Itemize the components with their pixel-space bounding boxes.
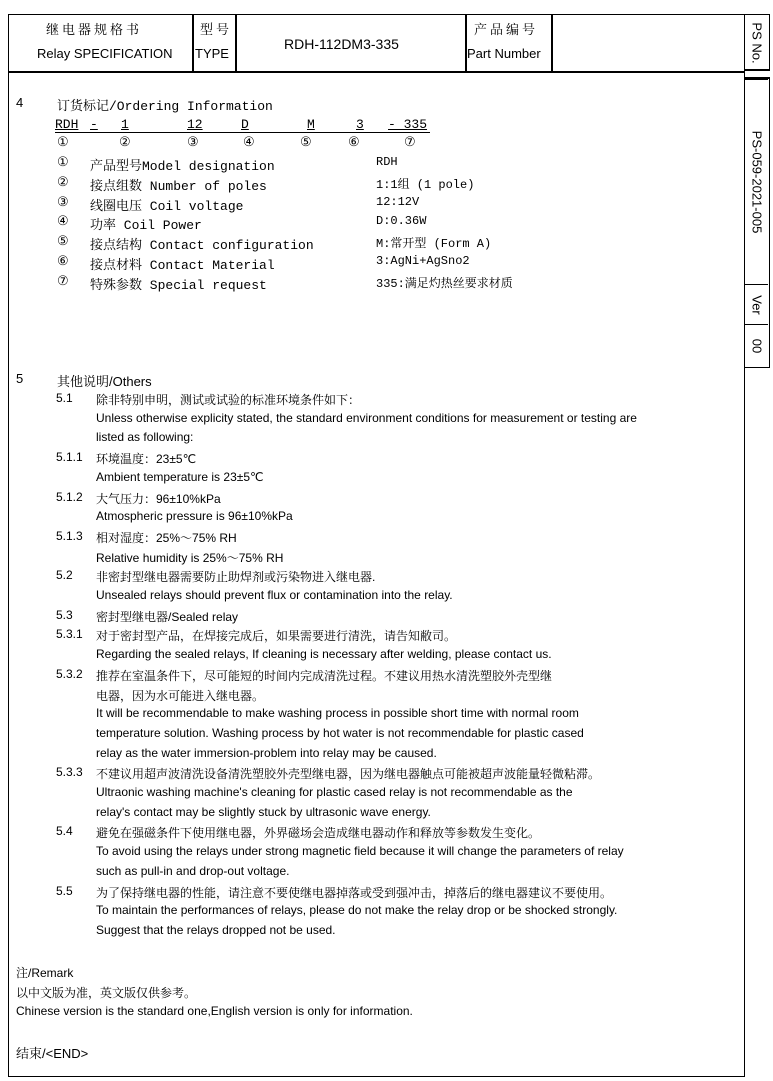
others-item-text: 为了保持继电器的性能，请注意不要使继电器掉落或受到强冲击，掉落后的继电器建议不要使用。	[96, 885, 613, 900]
others-item-text: 对于密封型产品，在焊接完成后，如果需要进行清洗，请告知敝司。	[96, 629, 457, 644]
others-item-text: It will be recommendable to make washing process in possible short time with normal room	[96, 706, 579, 721]
code-part-poles: 1	[121, 117, 129, 132]
code-part-power: D	[241, 117, 249, 132]
others-item-text: Ambient temperature is 23±5℃	[96, 469, 264, 484]
order-item-6-value: 3:AgNi+AgSno2	[376, 254, 470, 268]
order-item-2-label: 接点组数 Number of poles	[90, 179, 267, 194]
remark-heading: 注/Remark	[16, 966, 74, 980]
others-item-number: 5.3.2	[56, 666, 83, 681]
others-item-number: 5.3.3	[56, 765, 83, 780]
others-item-text: 避免在强磁条件下使用继电器，外界磁场会造成继电器动作和释放等参数发生变化。	[96, 826, 541, 841]
ver-value-cell	[745, 325, 768, 367]
ps-no-value: PS-059-2021-005	[749, 130, 764, 234]
others-item-text: Unsealed relays should prevent flux or contamination into the relay.	[96, 588, 453, 602]
others-item-text: To avoid using the relays under strong magnetic field because it will change the parameters of relay	[96, 844, 624, 859]
type-label-en: TYPE	[195, 46, 229, 61]
ps-no-label-cell	[745, 15, 768, 71]
code-underline	[55, 132, 430, 133]
code-part-rdh: RDH	[55, 117, 79, 132]
others-item-number: 5.3.1	[56, 627, 83, 642]
others-item-text: Suggest that the relays dropped not be used.	[96, 922, 336, 937]
others-item-text: 电器，因为水可能进入继电器。	[96, 688, 265, 703]
header-bottom-border	[8, 71, 745, 73]
order-item-1-label: 产品型号Model designation	[90, 159, 275, 174]
order-item-4-label: 功率 Coil Power	[90, 218, 202, 233]
code-circle-4: ④	[243, 135, 255, 150]
end-marker: 结束/<END>	[16, 1046, 89, 1061]
others-item-text: 除非特别申明，测试或试验的标准环境条件如下：	[96, 393, 361, 407]
code-circle-7: ⑦	[404, 135, 416, 150]
order-item-2-num: ②	[57, 175, 69, 190]
ver-label-cell	[745, 285, 768, 325]
section-4-number: 4	[16, 95, 24, 110]
doc-title-en: Relay SPECIFICATION	[37, 46, 173, 61]
header-divider-1	[192, 14, 194, 72]
order-item-5-label: 接点结构 Contact configuration	[90, 238, 314, 253]
order-item-4-value: D:0.36W	[376, 214, 427, 228]
others-item-text: 不建议用超声波清洗设备清洗塑胶外壳型继电器，因为继电器触点可能被超声波能量轻微粘滞。	[96, 767, 601, 782]
others-item-text: listed as following:	[96, 430, 194, 445]
others-item-text: relay's contact may be slightly stuck by ultrasonic wave energy.	[96, 804, 431, 819]
order-item-1-num: ①	[57, 155, 69, 170]
others-item-text: relay as the water immersion-problem into relay may be caused.	[96, 745, 437, 760]
others-item-text: 推荐在室温条件下，尽可能短的时间内完成清洗过程。不建议用热水清洗塑胶外壳型继	[96, 668, 553, 683]
others-item-number: 5.5	[56, 883, 73, 898]
order-item-2-value: 1:1组 (1 pole)	[376, 178, 475, 192]
header-divider-3	[465, 14, 467, 72]
others-item-text: 非密封型继电器需要防止助焊剂或污染物进入继电器.	[96, 570, 376, 585]
code-circle-3: ③	[187, 135, 199, 150]
others-item-text: such as pull-in and drop-out voltage.	[96, 863, 290, 878]
order-item-7-value: 335:满足灼热丝要求材质	[376, 277, 513, 291]
order-item-5-num: ⑤	[57, 234, 69, 249]
code-circle-6: ⑥	[348, 135, 360, 150]
order-item-6-num: ⑥	[57, 254, 69, 269]
others-item-number: 5.2	[56, 568, 73, 583]
side-gap-line-2	[745, 77, 770, 79]
order-item-6-label: 接点材料 Contact Material	[90, 258, 275, 273]
code-part-material: 3	[356, 117, 364, 132]
others-item-text: 大气压力：96±10%kPa	[96, 491, 221, 506]
part-number-label-en: Part Number	[467, 46, 541, 61]
code-circle-2: ②	[119, 135, 131, 150]
ps-no-value-cell	[745, 79, 768, 285]
others-item-number: 5.3	[56, 607, 73, 622]
remark-line-en: Chinese version is the standard one,English version is only for information.	[16, 1004, 413, 1018]
order-item-5-value: M:常开型 (Form A)	[376, 237, 492, 251]
side-gap-right-top	[769, 14, 771, 70]
others-item-text: To maintain the performances of relays, please do not make the relay drop or be shocked strongly.	[96, 903, 618, 918]
others-item-number: 5.1.2	[56, 489, 83, 504]
header-divider-2	[235, 14, 237, 72]
ver-label: Ver	[749, 294, 764, 315]
others-item-number: 5.1.1	[56, 450, 83, 465]
part-number-label-cn: 产品编号	[474, 22, 539, 37]
order-item-7-label: 特殊参数 Special request	[90, 278, 267, 293]
order-item-4-num: ④	[57, 214, 69, 229]
order-item-3-value: 12:12V	[376, 195, 420, 209]
others-item-text: Atmospheric pressure is 96±10%kPa	[96, 509, 293, 524]
ver-value: 00	[749, 338, 764, 354]
others-item-text: 密封型继电器/Sealed relay	[96, 609, 239, 624]
section-5-number: 5	[16, 371, 24, 386]
section-5-heading: 其他说明/Others	[57, 374, 152, 389]
side-gap-line-1	[745, 69, 770, 71]
others-item-text: Relative humidity is 25%～75% RH	[96, 550, 284, 565]
type-label-cn: 型号	[200, 22, 233, 37]
others-item-text: 环境温度：23±5℃	[96, 452, 197, 467]
remark-line-cn: 以中文版为准，英文版仅供参考。	[16, 986, 197, 1000]
code-part-config: M	[307, 117, 315, 132]
code-part-dash: -	[90, 117, 98, 132]
type-value: RDH-112DM3-335	[284, 36, 399, 52]
order-item-3-label: 线圈电压 Coil voltage	[90, 199, 244, 214]
side-info-strip	[745, 14, 770, 368]
order-item-3-num: ③	[57, 195, 69, 210]
others-item-number: 5.1	[56, 391, 73, 405]
others-item-text: 相对湿度：25%～75% RH	[96, 530, 237, 545]
others-item-text: Ultraonic washing machine's cleaning for plastic cased relay is not recommendable as the	[96, 785, 573, 799]
order-item-1-value: RDH	[376, 155, 398, 169]
code-circle-1: ①	[57, 135, 69, 150]
code-part-voltage: 12	[187, 117, 203, 132]
others-item-number: 5.1.3	[56, 528, 83, 543]
header-divider-4	[551, 14, 553, 72]
doc-title-cn: 继电器规格书	[46, 22, 143, 37]
section-4-heading: 订货标记/Ordering Information	[57, 99, 273, 114]
others-item-text: Regarding the sealed relays, If cleaning is necessary after welding, please contact us.	[96, 647, 552, 662]
others-item-text: Unless otherwise explicity stated, the standard environment conditions for measurement or testing are	[96, 410, 637, 425]
ps-no-label: PS No.	[749, 21, 764, 64]
order-item-7-num: ⑦	[57, 274, 69, 289]
code-circle-5: ⑤	[300, 135, 312, 150]
others-item-number: 5.4	[56, 824, 73, 839]
others-item-text: temperature solution. Washing process by hot water is not recommendable for plastic cased	[96, 725, 584, 740]
code-part-special: - 335	[388, 117, 428, 132]
